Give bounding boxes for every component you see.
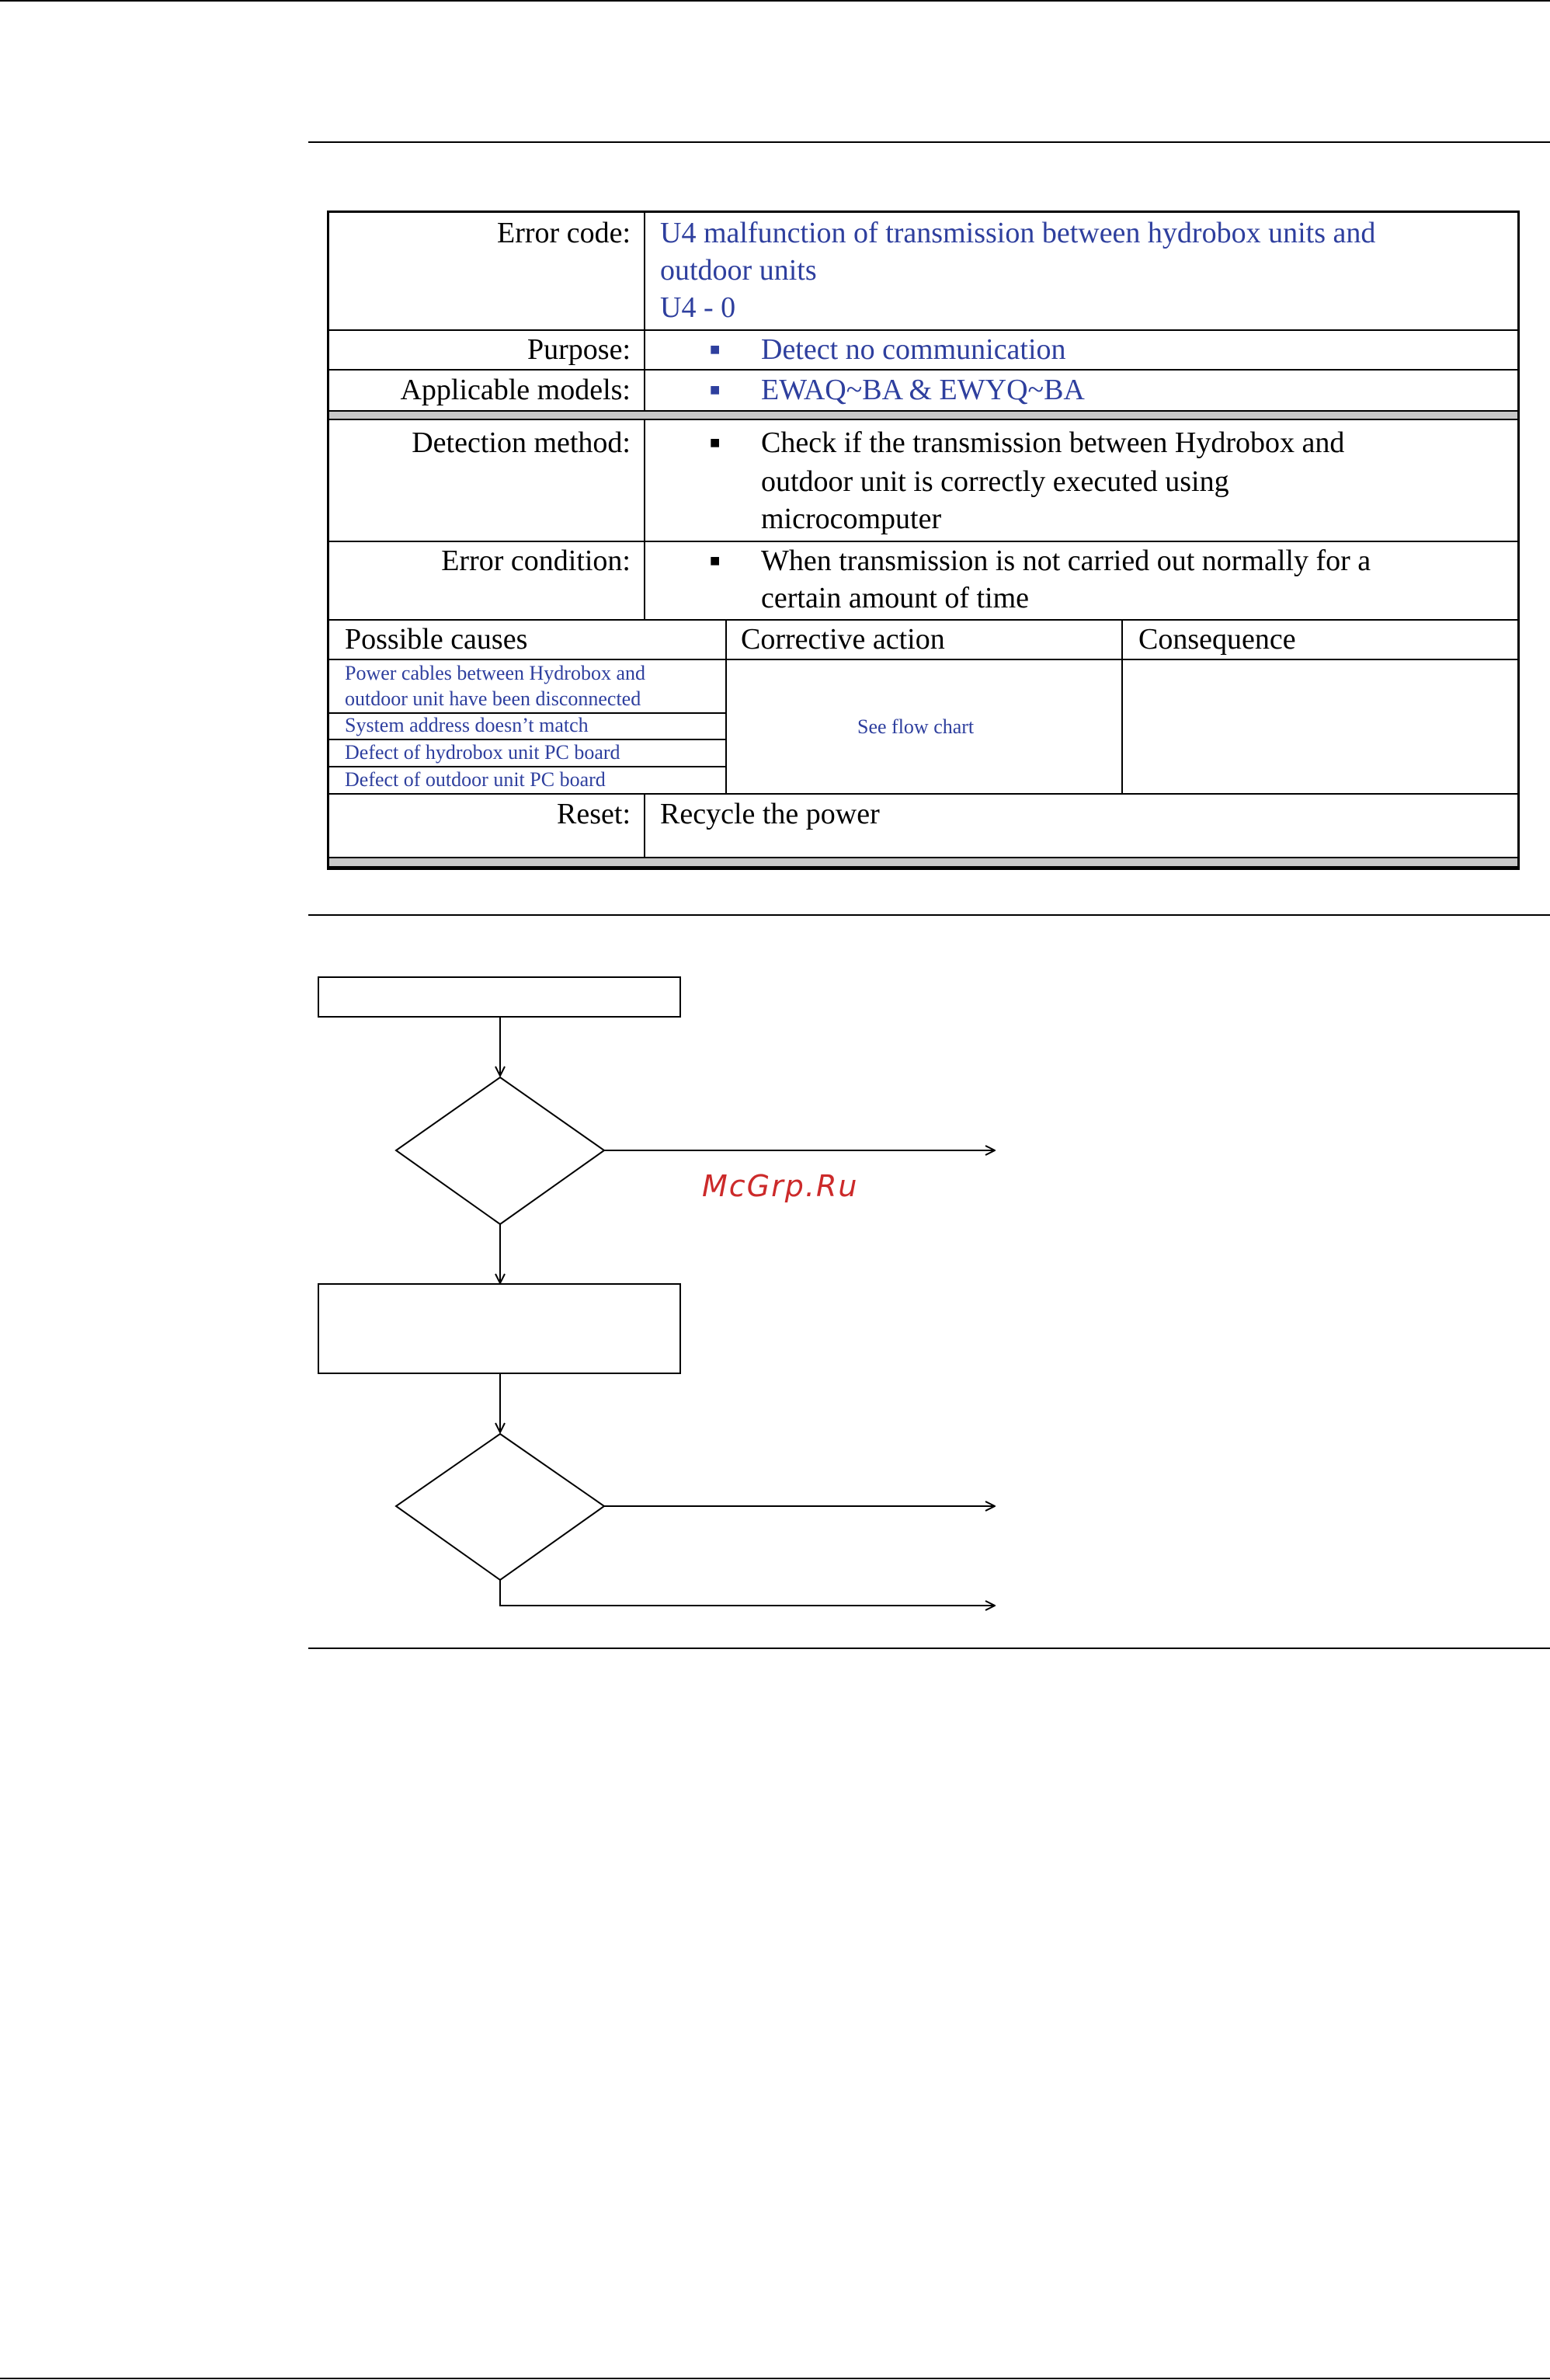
condition-line1: When transmission is not carried out normally for a [761,545,1371,577]
detection-line3: microcomputer [761,503,942,535]
cause-1-line1: Power cables between Hydrobox and [345,662,645,684]
cause-4: Defect of outdoor unit PC board [345,768,606,791]
cause-2: System address doesn’t match [345,714,589,736]
error-code-label: Error code: [497,217,631,249]
flow-process-box [318,1284,680,1373]
detection-bullet: ■ [710,433,721,452]
detection-line1: Check if the transmission between Hydrobox and [761,426,1345,459]
error-code-line1: U4 malfunction of transmission between hydrobox units and [660,217,1376,249]
error-code-line2: outdoor units [660,254,817,287]
flow-decision-2 [396,1434,604,1580]
condition-label: Error condition: [441,545,631,577]
purpose-label: Purpose: [527,333,631,366]
models-value: EWAQ~BA & EWYQ~BA [761,374,1085,406]
condition-bullet: ■ [710,551,721,570]
detection-label: Detection method: [412,426,631,459]
models-bullet: ■ [710,380,721,399]
condition-line2: certain amount of time [761,582,1030,614]
flow-start-box [318,977,680,1017]
flow-arrow-no-2 [500,1580,995,1606]
header-possible-causes: Possible causes [345,623,528,656]
reset-label: Reset: [557,798,631,830]
purpose-value: Detect no communication [761,333,1066,366]
models-label: Applicable models: [400,374,631,406]
header-consequence: Consequence [1138,623,1296,656]
detection-line2: outdoor unit is correctly executed using [761,465,1229,498]
flow-decision-1 [396,1077,604,1224]
watermark-text: McGrp.Ru [702,1169,859,1203]
purpose-bullet: ■ [710,339,721,359]
header-corrective-action: Corrective action [741,623,945,656]
error-code-line3: U4 - 0 [660,291,736,324]
reset-value: Recycle the power [660,798,880,830]
corrective-action-value: See flow chart [857,715,975,738]
cause-1-line2: outdoor unit have been disconnected [345,687,641,710]
cause-3: Defect of hydrobox unit PC board [345,741,620,764]
